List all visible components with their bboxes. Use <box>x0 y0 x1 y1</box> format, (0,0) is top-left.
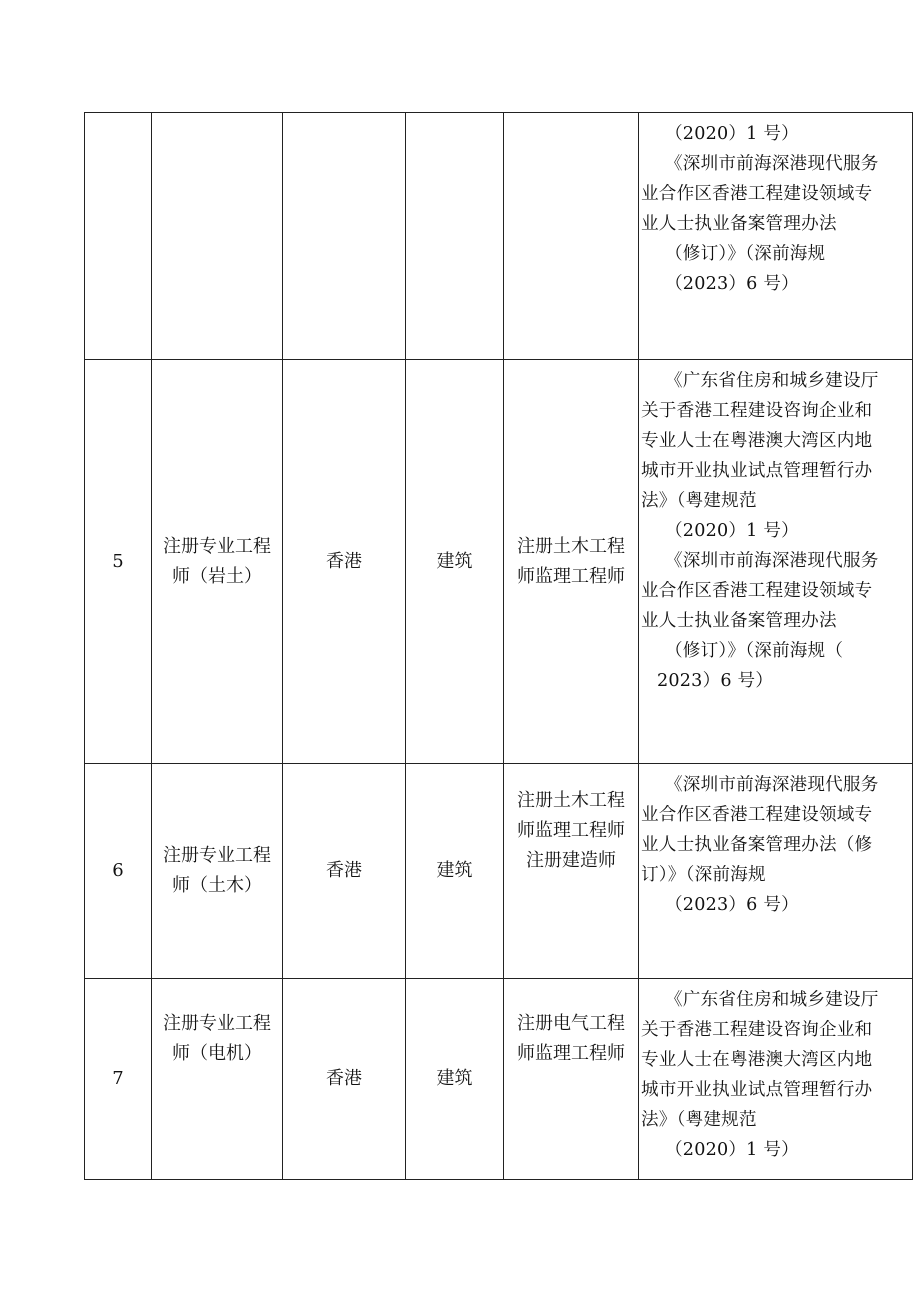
basis-cell <box>639 979 913 1180</box>
basis-line: 城市开业执业试点管理暂行办 <box>641 1080 873 1100</box>
basis-line: 法》（粤建规范 <box>641 491 757 511</box>
basis-line: 专业人士在粤港澳大湾区内地 <box>641 431 873 451</box>
index-cell <box>85 113 152 360</box>
basis-line: 《广东省住房和城乡建设厅 <box>665 371 879 391</box>
title-cell <box>152 764 283 979</box>
basis-line: （2020）1 号） <box>665 124 799 144</box>
basis-line: 业人士执业备案管理办法 <box>641 611 837 631</box>
index-cell: 7 <box>85 979 152 1180</box>
mainland-cell <box>504 764 639 979</box>
title-line: 师（电机） <box>172 1043 262 1064</box>
mainland-line: 注册土木工程 <box>517 790 625 811</box>
region-cell: 香港 <box>283 360 406 764</box>
mainland-line: 注册建造师 <box>526 850 616 871</box>
title-line: 注册专业工程 <box>163 535 271 557</box>
document-page <box>84 112 913 1180</box>
title-line: 师（土木） <box>172 875 262 896</box>
basis-line: 《深圳市前海深港现代服务 <box>665 551 879 571</box>
mainland-line: 师监理工程师 <box>517 1043 625 1064</box>
region-cell: 香港 <box>283 764 406 979</box>
qualification-table <box>84 112 913 1180</box>
mainland-cell <box>504 979 639 1180</box>
field-cell: 建筑 <box>406 764 504 979</box>
table-row <box>85 979 913 1180</box>
basis-line: 业合作区香港工程建设领域专 <box>641 184 873 204</box>
mainland-line: 师监理工程师 <box>517 565 625 587</box>
basis-line: （2020）1 号） <box>665 1140 799 1160</box>
index-cell: 5 <box>85 360 152 764</box>
basis-line: 《深圳市前海深港现代服务 <box>665 775 879 795</box>
region-cell <box>283 113 406 360</box>
mainland-cell <box>504 113 639 360</box>
basis-line: （修订）》（深前海规（ <box>665 641 844 661</box>
basis-line: 订）》（深前海规 <box>641 865 766 885</box>
basis-cell <box>639 764 913 979</box>
title-line: 师（岩土） <box>172 565 262 587</box>
basis-line: 业人士执业备案管理办法（修 <box>641 835 873 855</box>
basis-cell <box>639 360 913 764</box>
field-cell <box>406 113 504 360</box>
basis-line: （2023）6 号） <box>665 274 799 294</box>
basis-cell <box>639 113 913 360</box>
title-cell <box>152 360 283 764</box>
basis-line: （修订）》（深前海规 <box>665 244 826 264</box>
basis-line: 专业人士在粤港澳大湾区内地 <box>641 1050 873 1070</box>
basis-line: 城市开业执业试点管理暂行办 <box>641 461 873 481</box>
basis-line: 《深圳市前海深港现代服务 <box>665 154 879 174</box>
index-cell: 6 <box>85 764 152 979</box>
region-cell: 香港 <box>283 979 406 1180</box>
basis-line: 关于香港工程建设咨询企业和 <box>641 401 873 421</box>
mainland-line: 注册土木工程 <box>517 535 625 557</box>
table-row <box>85 113 913 360</box>
mainland-line: 师监理工程师 <box>517 820 625 841</box>
basis-line: 业合作区香港工程建设领域专 <box>641 581 873 601</box>
basis-line: 《广东省住房和城乡建设厅 <box>665 990 879 1010</box>
basis-line: 2023）6 号） <box>657 671 774 691</box>
table-row <box>85 764 913 979</box>
title-line: 注册专业工程 <box>163 845 271 866</box>
basis-line: （2020）1 号） <box>665 521 799 541</box>
mainland-cell <box>504 360 639 764</box>
mainland-line: 注册电气工程 <box>517 1013 625 1034</box>
field-cell: 建筑 <box>406 979 504 1180</box>
basis-line: 业人士执业备案管理办法 <box>641 214 837 234</box>
title-line: 注册专业工程 <box>163 1013 271 1034</box>
basis-line: 法》（粤建规范 <box>641 1110 757 1130</box>
table-row <box>85 360 913 764</box>
basis-line: （2023）6 号） <box>665 895 799 915</box>
title-cell <box>152 113 283 360</box>
field-cell: 建筑 <box>406 360 504 764</box>
basis-line: 业合作区香港工程建设领域专 <box>641 805 873 825</box>
basis-line: 关于香港工程建设咨询企业和 <box>641 1020 873 1040</box>
title-cell <box>152 979 283 1180</box>
